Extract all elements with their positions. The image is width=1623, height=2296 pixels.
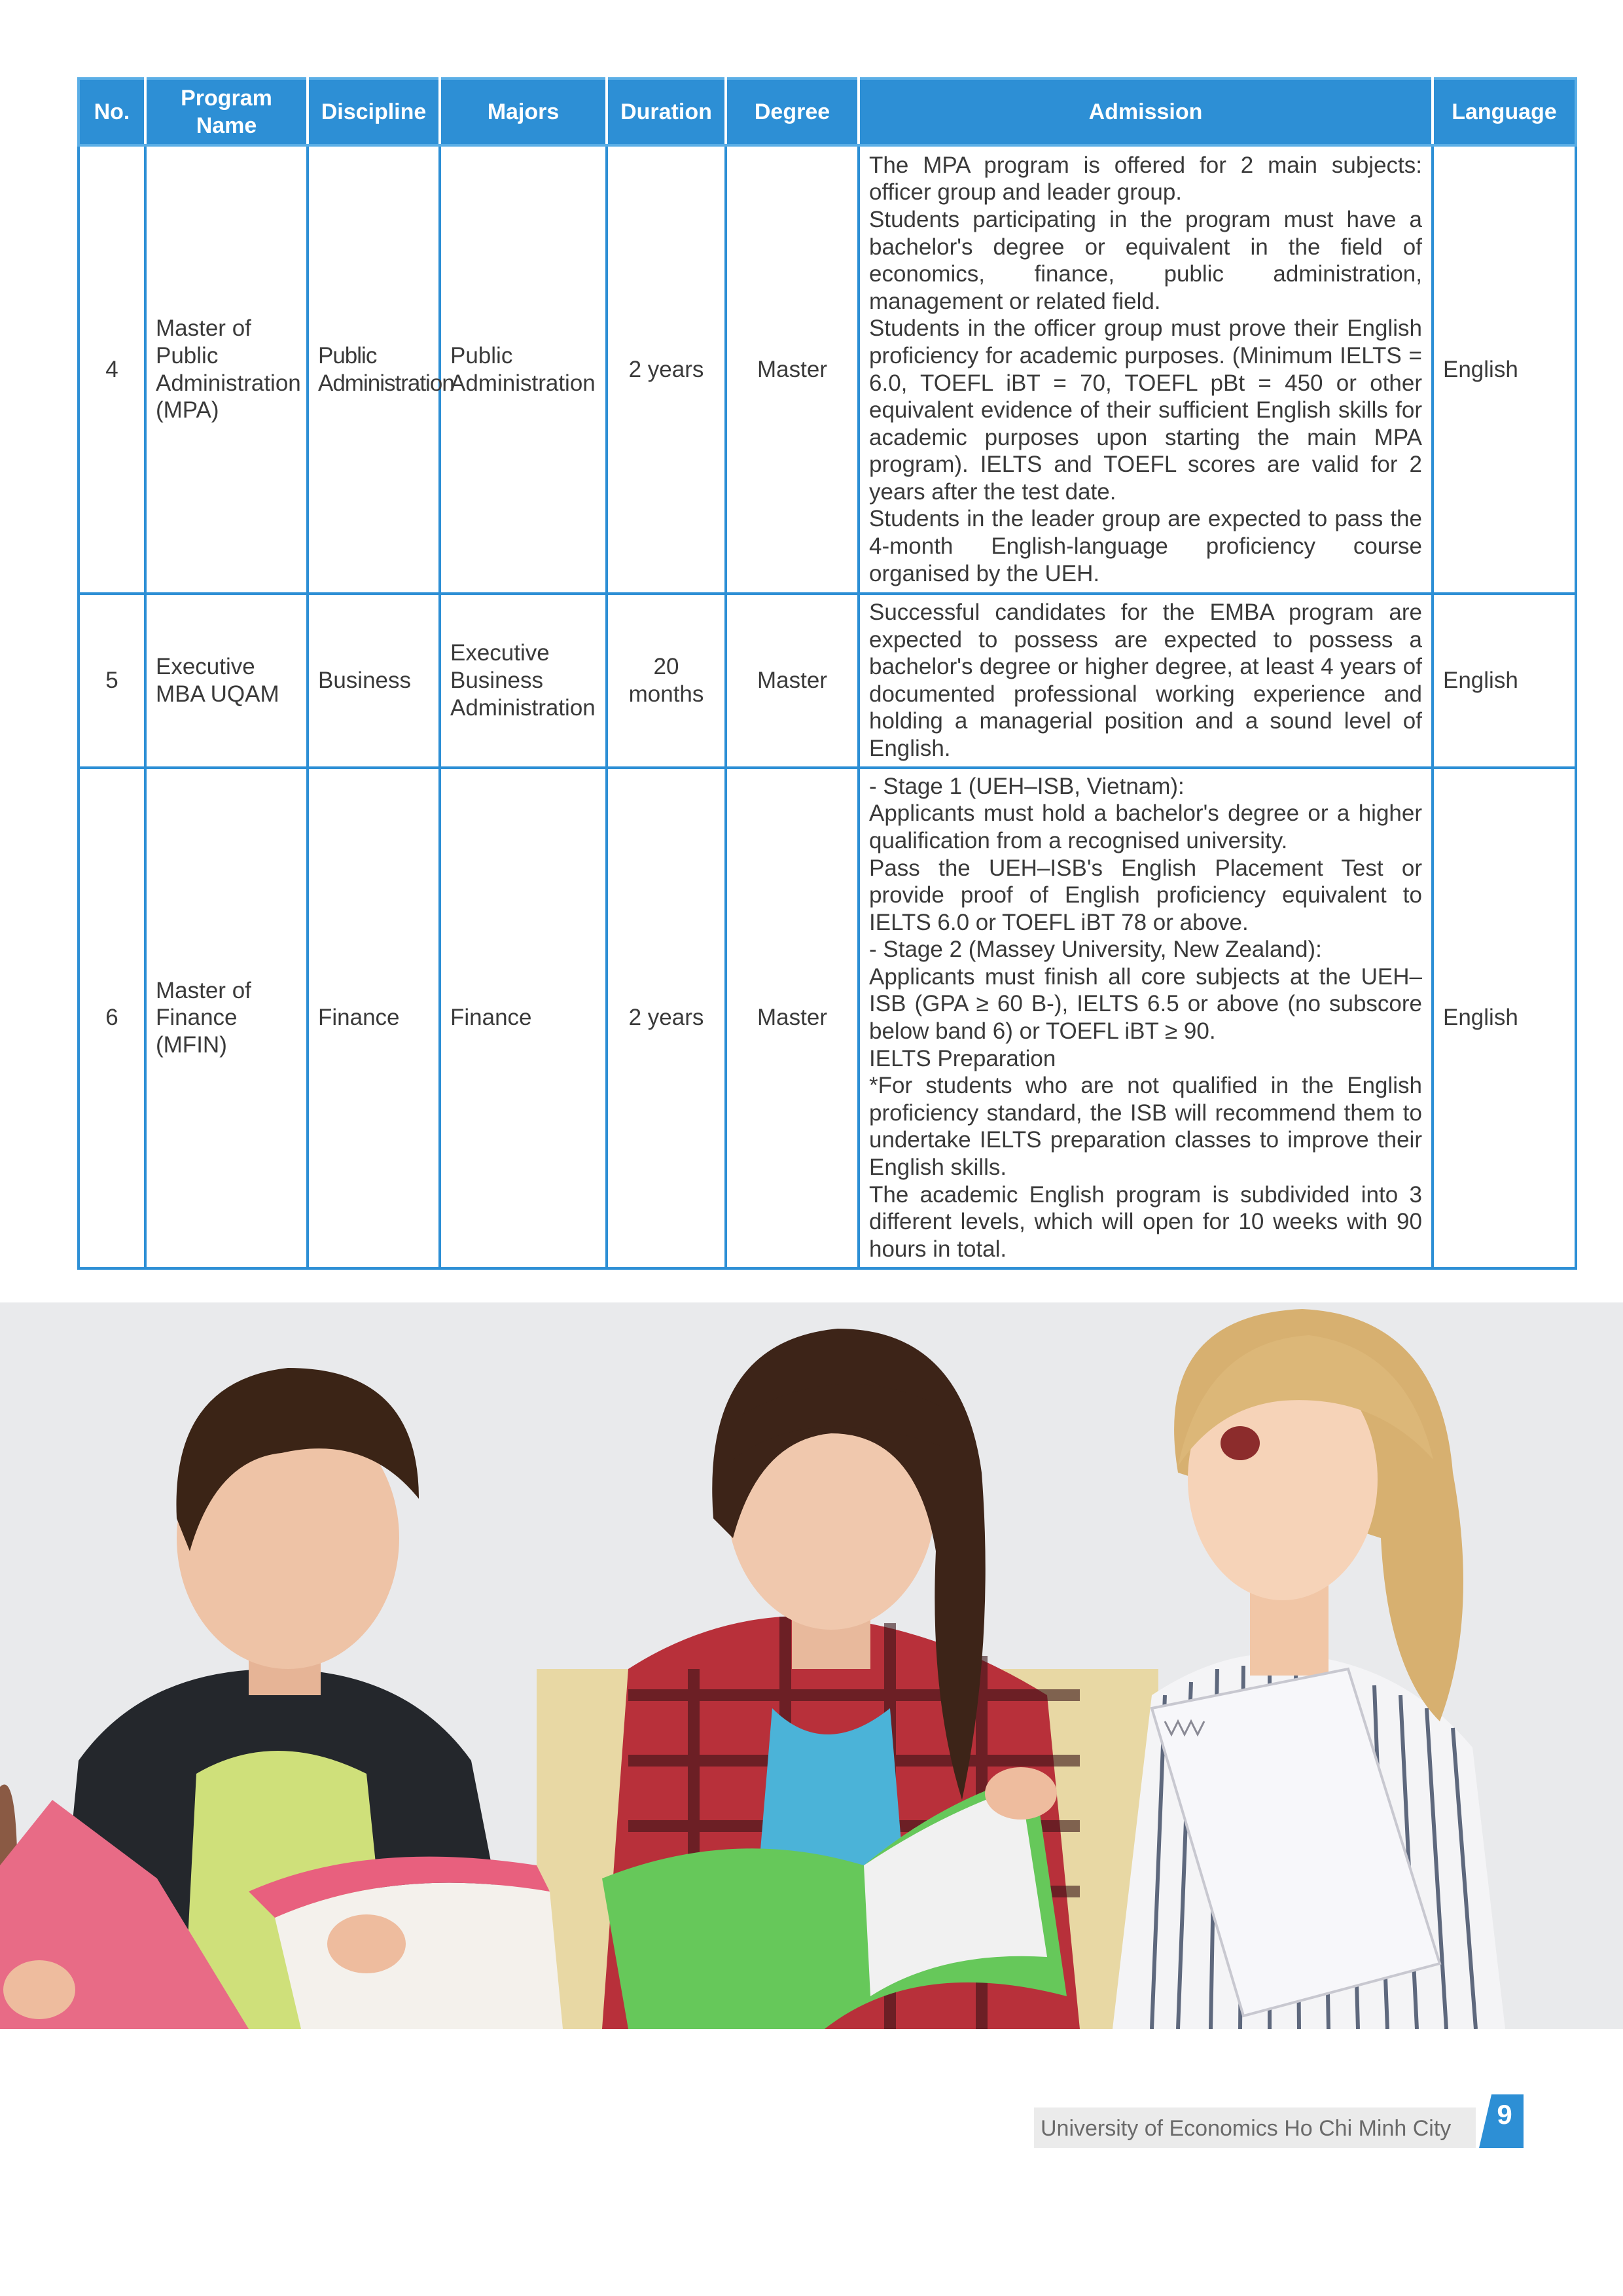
cell-no: 4 (79, 145, 145, 594)
cell-majors: Finance (440, 768, 607, 1268)
page-number: 9 (1497, 2099, 1512, 2130)
header-no: No. (79, 79, 145, 145)
admission-paragraph: Students in the leader group are expected to pass the 4-month English-language proficiency course organised by the UEH. (869, 506, 1422, 586)
header-duration: Duration (607, 79, 726, 145)
header-program-name: Program Name (145, 79, 308, 145)
admission-paragraph: - Stage 2 (Massey University, New Zealand): (869, 937, 1322, 963)
header-admission: Admission (859, 79, 1433, 145)
cell-admission (859, 594, 1433, 768)
table-header-row (79, 79, 1576, 145)
admission-paragraph: Applicants must hold a bachelor's degree or a higher qualification from a recognised university. (869, 800, 1422, 853)
admission-paragraph: The MPA program is offered for 2 main subjects: officer group and leader group. (869, 152, 1422, 206)
footer-institution-name: University of Economics Ho Chi Minh City (1041, 2116, 1452, 2141)
cell-language: English (1433, 594, 1576, 768)
header-degree: Degree (726, 79, 859, 145)
cell-admission (859, 768, 1433, 1268)
admission-paragraph: Students in the officer group must prove their English proficiency for academic purposes. (Minimum IELTS = 6.0, TOEFL iBT = 70, TOEFL pBt = 450 or other equivalent evidence of their sufficient English skills for academic purposes upon starting the main MPA program). IELTS and TOEFL scores are valid for 2 years after the test date. (869, 315, 1422, 505)
cell-admission (859, 145, 1433, 594)
admission-paragraph: Pass the UEH–ISB's English Placement Test or provide proof of English proficiency equivalent to IELTS 6.0 or TOEFL iBT 78 or above. (869, 855, 1422, 935)
cell-majors: Executive Business Administration (440, 594, 607, 768)
students-reading-photo (0, 1302, 1623, 2029)
cell-program-name: Executive MBA UQAM (145, 594, 308, 768)
cell-discipline: Public Administration (308, 145, 440, 594)
cell-duration: 2 years (607, 145, 726, 594)
cell-duration: 20 months (607, 594, 726, 768)
cell-language: English (1433, 145, 1576, 594)
admission-paragraph: IELTS Preparation (869, 1045, 1056, 1071)
cell-degree: Master (726, 768, 859, 1268)
programs-table-container (77, 77, 1575, 1270)
cell-majors: Public Administration (440, 145, 607, 594)
admission-paragraph: The academic English program is subdivided into 3 different levels, which will open for 10 weeks with 90 hours in total. (869, 1181, 1422, 1262)
cell-no: 6 (79, 768, 145, 1268)
header-discipline: Discipline (308, 79, 440, 145)
cell-degree: Master (726, 145, 859, 594)
table-row (79, 145, 1576, 594)
programs-table (77, 77, 1577, 1270)
cell-discipline: Business (308, 594, 440, 768)
admission-paragraph: *For students who are not qualified in the English proficiency standard, the ISB will recommend them to undertake IELTS preparation classes to improve their English skills. (869, 1073, 1422, 1181)
cell-program-name: Master of Public Administration (MPA) (145, 145, 308, 594)
admission-paragraph: Applicants must finish all core subjects at the UEH–ISB (GPA ≥ 60 B-), IELTS 6.5 or above (no subscore below band 6) or TOEFL iBT ≥ 90. (869, 963, 1422, 1045)
cell-duration: 2 years (607, 768, 726, 1268)
admission-paragraph: Successful candidates for the EMBA program are expected to possess are expected to possess a bachelor's degree or higher degree, at least 4 years of documented professional working experience and holding a managerial position and a sound level of English. (869, 600, 1422, 761)
cell-program-name: Master of Finance (MFIN) (145, 768, 308, 1268)
admission-paragraph: Students participating in the program must have a bachelor's degree or equivalent in the field of economics, finance, public administration, management or related field. (869, 206, 1422, 314)
cell-language: English (1433, 768, 1576, 1268)
header-language: Language (1433, 79, 1576, 145)
table-row (79, 594, 1576, 768)
admission-paragraph: - Stage 1 (UEH–ISB, Vietnam): (869, 773, 1185, 799)
cell-degree: Master (726, 594, 859, 768)
table-row (79, 768, 1576, 1268)
header-majors: Majors (440, 79, 607, 145)
cell-no: 5 (79, 594, 145, 768)
cell-discipline: Finance (308, 768, 440, 1268)
